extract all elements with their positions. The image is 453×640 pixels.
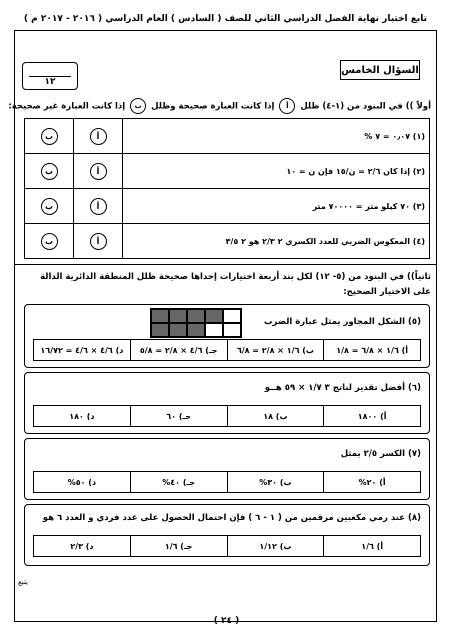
question-5-number: (٥) xyxy=(408,317,421,327)
part2-instruction: ثانياً)) في البنود من (٥- ١٢) لكل بند أربعة اختيارات إحداها صحيحة ظلل المنطقة الدائرية الدالة على الاختيار الصحيح: xyxy=(40,272,431,297)
question-7-text xyxy=(341,449,421,459)
option-false-4[interactable]: ب xyxy=(41,233,58,250)
question-6-prompt: أفضل تقدير لناتج ٣ ١/٧ × ٥٩ هــو xyxy=(264,383,406,393)
follow-label: يتبع xyxy=(18,578,28,586)
option-d[interactable]: د) ٤/٦ × ٤/٦ = ١٦/٧٢ xyxy=(40,345,124,355)
question-8-box xyxy=(24,504,430,566)
question-6-options xyxy=(33,405,421,427)
option-false-1[interactable]: ب xyxy=(41,128,58,145)
question-8-number: (٨) xyxy=(408,513,421,523)
false-symbol: ب xyxy=(130,98,146,114)
option-d[interactable]: د) ١٨٠ xyxy=(69,411,95,421)
question-5-prompt: الشكل المجاور يمثل عبارة الضرب xyxy=(263,317,406,327)
instruction-a: أولاً )) في البنود من (١-٤) ظلل xyxy=(300,101,431,112)
option-true-4[interactable]: أ xyxy=(90,233,107,250)
true-false-table xyxy=(24,118,430,259)
statement-3: (٣) ٧٠ كيلو متر = ٧٠٠٠٠ متر xyxy=(123,189,430,224)
option-true-2[interactable]: أ xyxy=(90,163,107,180)
part1-instruction xyxy=(8,98,431,114)
question-6-number: (٦) xyxy=(408,383,421,393)
table-row xyxy=(25,119,430,154)
true-symbol: أ xyxy=(279,98,295,114)
question-7-box xyxy=(24,438,430,500)
option-true-3[interactable]: أ xyxy=(90,198,107,215)
option-true-1[interactable]: أ xyxy=(90,128,107,145)
statement-2: (٢) إذا كان ٢/٦ = ن/١٥ فإن ن = ١٠ xyxy=(123,154,430,189)
option-a[interactable]: أ) ١/٦ × ٦/٨ = ١/٨ xyxy=(323,340,420,360)
question-7-prompt: الكسر ٢/٥ يمثل xyxy=(340,449,406,459)
table-row xyxy=(25,224,430,259)
question-6-box xyxy=(24,372,430,434)
instruction-c: إذا كانت العبارة غير صحيحة: xyxy=(8,101,126,112)
option-b[interactable]: ب) ١/٦ × ٢/٨ = ٦/٨ xyxy=(227,340,324,360)
question-6-text xyxy=(265,383,421,393)
option-d[interactable]: د) ٢/٣ xyxy=(70,541,94,551)
option-a[interactable]: أ) ١/٦ xyxy=(323,536,420,556)
table-row xyxy=(25,189,430,224)
option-c[interactable]: جـ) ٦٠ xyxy=(130,406,227,426)
option-c[interactable]: جـ) ٤/٦ × ٢/٨ = ٥/٨ xyxy=(130,340,227,360)
question-7-number: (٧) xyxy=(408,449,421,459)
option-false-2[interactable]: ب xyxy=(41,163,58,180)
statement-4: (٤) المعكوس الضربي للعدد الكسري ٢ ٢/٣ هو ٢ ٣/٥ xyxy=(123,224,430,259)
fraction-grid-figure xyxy=(150,308,242,338)
option-b[interactable]: ب) ١/١٢ xyxy=(227,536,324,556)
question-7-options xyxy=(33,471,421,493)
question-5-text xyxy=(264,317,421,327)
table-row xyxy=(25,154,430,189)
score-value: ١٢ xyxy=(44,77,56,87)
option-b[interactable]: ب) ٣٠% xyxy=(227,472,324,492)
question-5-options xyxy=(33,339,421,361)
option-c[interactable]: جـ) ٤٠% xyxy=(130,472,227,492)
option-a[interactable]: أ) ١٨٠٠ xyxy=(323,406,420,426)
option-b[interactable]: ب) ١٨ xyxy=(227,406,324,426)
score-box xyxy=(22,62,78,90)
instruction-b: إذا كانت العبارة صحيحة وظلل xyxy=(151,101,275,112)
option-false-3[interactable]: ب xyxy=(41,198,58,215)
section-divider xyxy=(14,264,437,265)
section-title: السؤال الخامس xyxy=(340,60,420,80)
question-8-options xyxy=(33,535,421,557)
exam-header: تابع اختبار نهاية الفصل الدراسي الثاني للصف ( السادس ) العام الدراسي ( ٢٠١٦ - ٢٠١٧ م ) xyxy=(23,14,428,24)
question-8-prompt: عند رمي مكعبين مرقمين من ( ١ - ٦ ) فإن احتمال الحصول على عدد فردي و العدد ٦ هو xyxy=(42,513,406,523)
option-a[interactable]: أ) ٢٠% xyxy=(323,472,420,492)
statement-1: (١) ٠٫٠٧ = ٧ % xyxy=(123,119,430,154)
page-number: ( ٢٤ ) xyxy=(213,616,240,626)
option-c[interactable]: جـ) ١/٦ xyxy=(130,536,227,556)
question-8-text xyxy=(43,513,421,523)
option-d[interactable]: د) ٥٠% xyxy=(67,477,97,487)
